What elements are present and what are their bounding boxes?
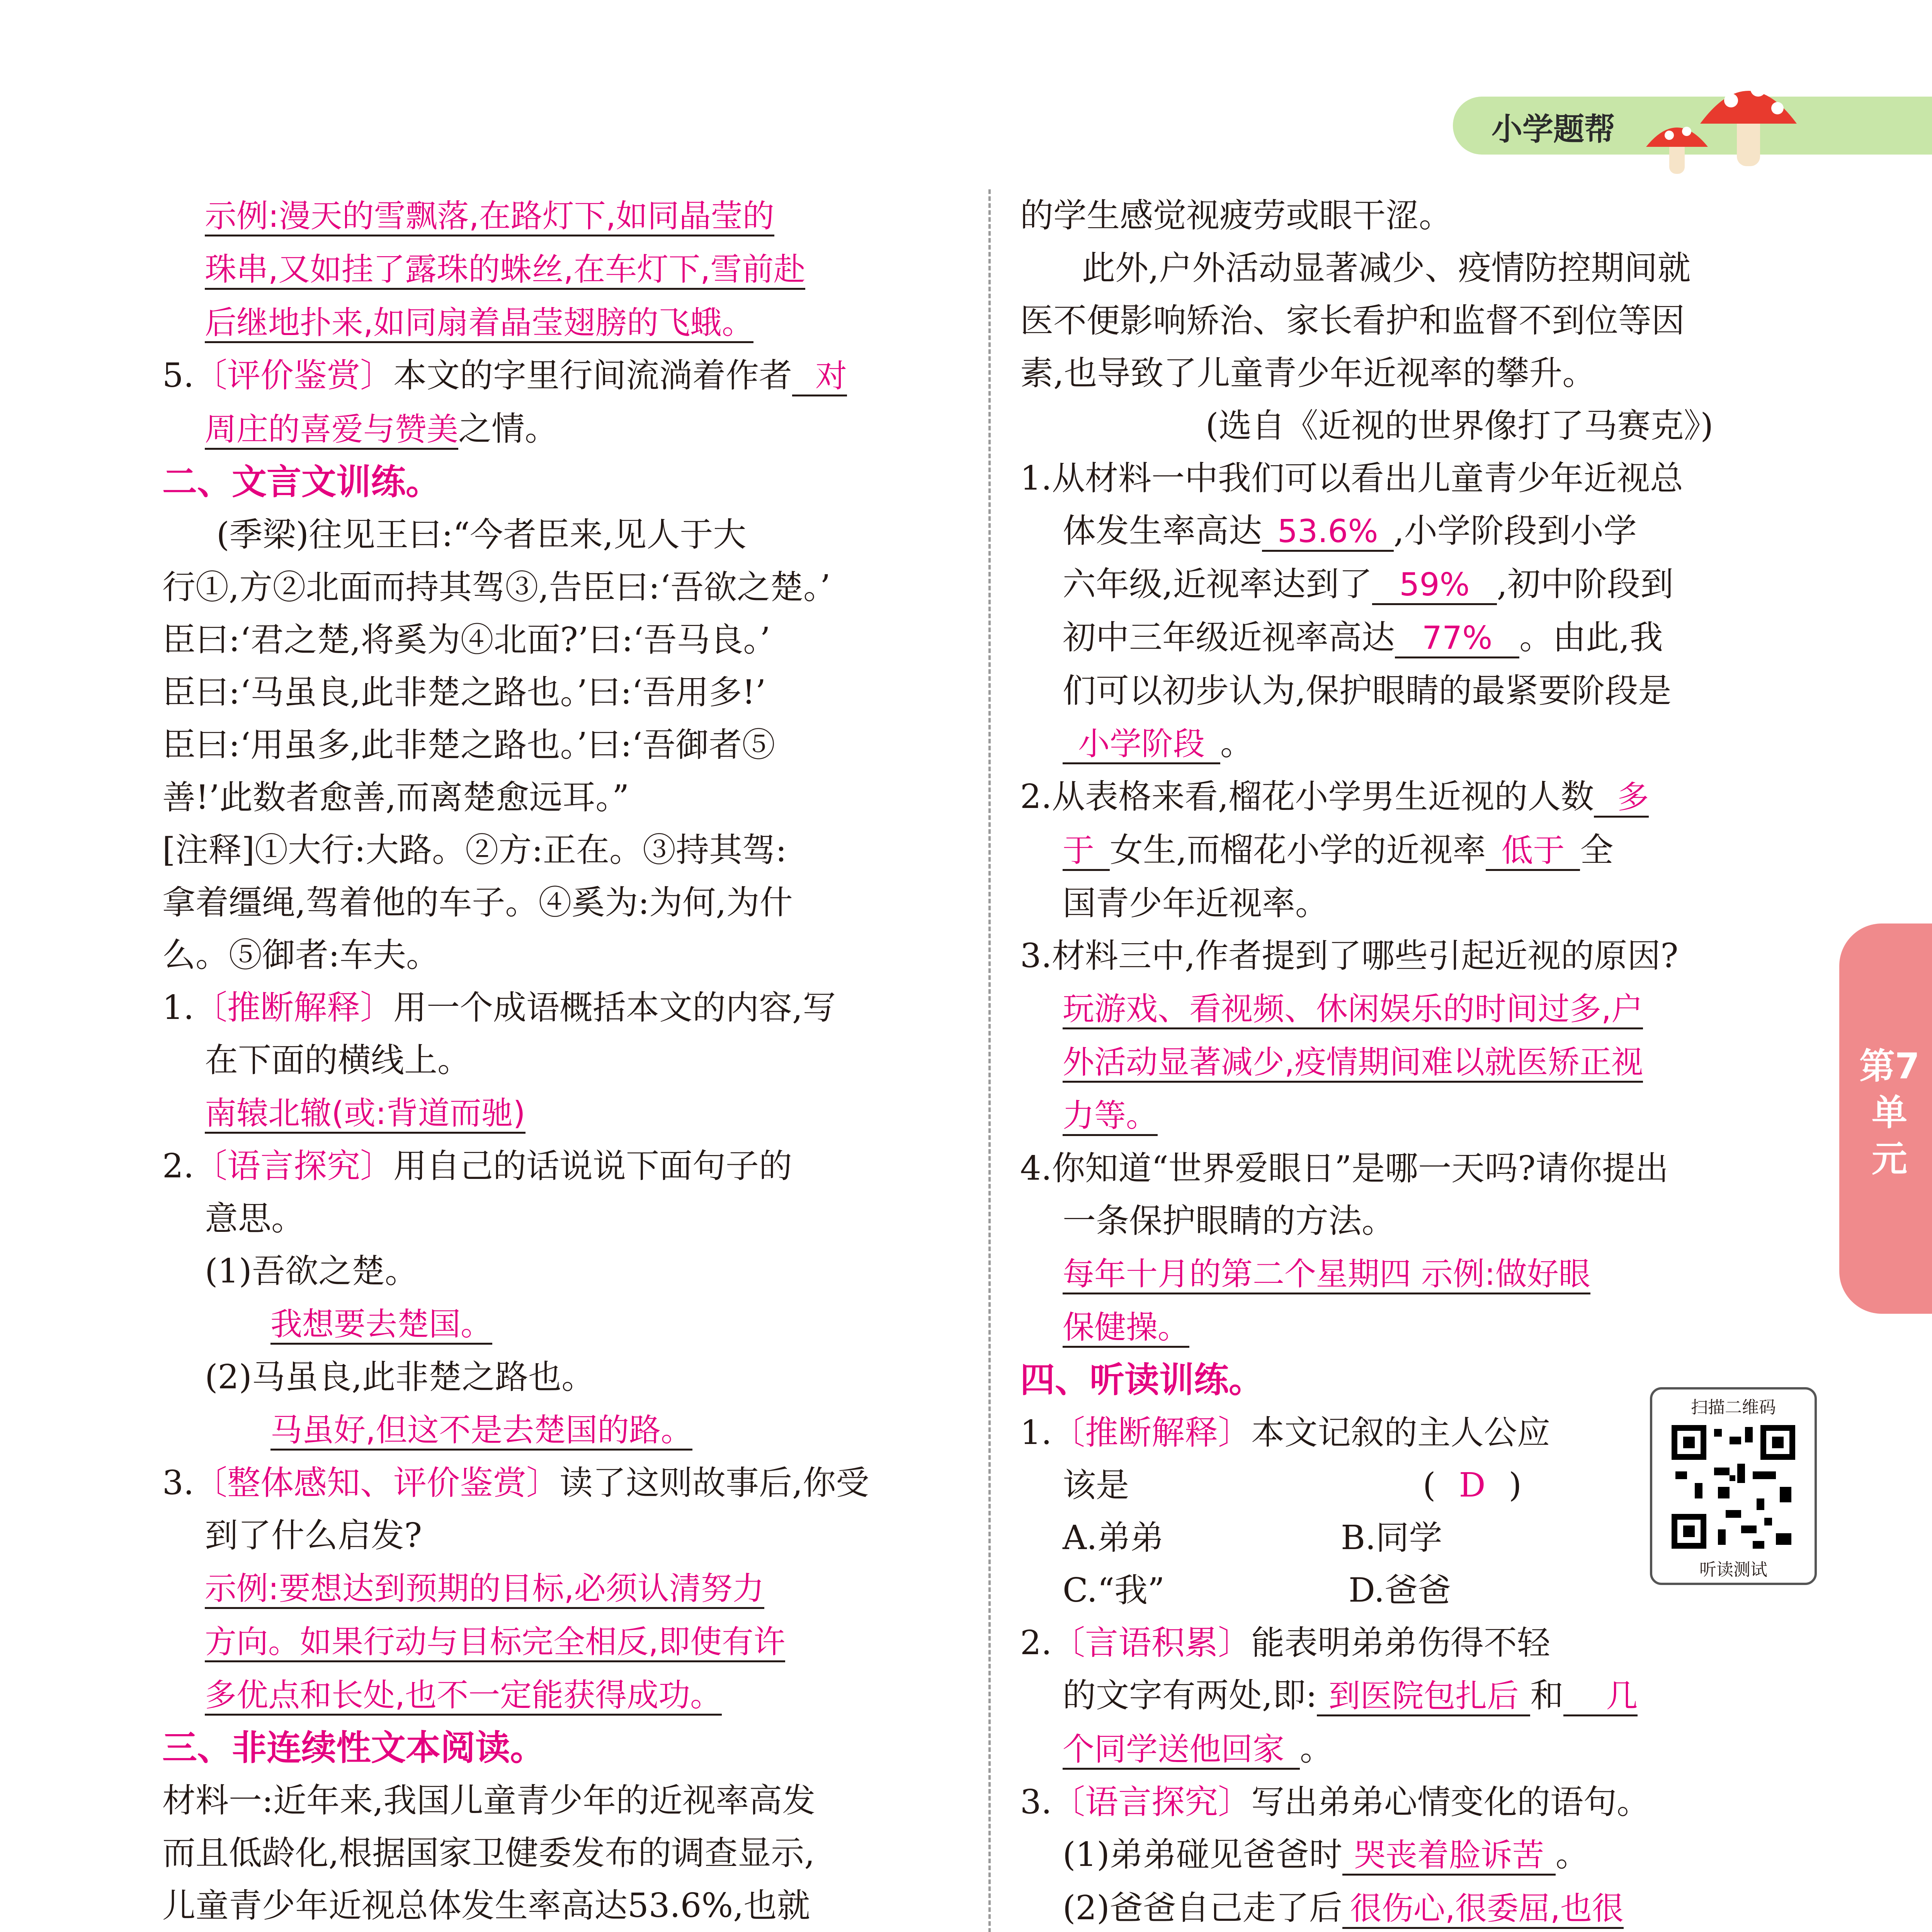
question-tag: 〔评价鉴赏〕 xyxy=(194,356,394,395)
mushroom-icon xyxy=(1642,58,1804,182)
material-text: 医不便影响矫治、家长看护和监督不到位等因 xyxy=(1020,301,1685,340)
listening-question-3: 3.〔语言探究〕写出弟弟心情变化的语句。 xyxy=(1020,1783,1650,1821)
section-title: 三、非连续性文本阅读。 xyxy=(162,1728,545,1768)
answer-line: 保健操。 xyxy=(1063,1309,1189,1348)
material-text: 材料一:近年来,我国儿童青少年的近视率高发 xyxy=(162,1781,816,1820)
option-b: B.同学 xyxy=(1341,1519,1442,1557)
section-title: 四、听读训练。 xyxy=(1020,1360,1264,1400)
listening-question-1: 1.〔推断解释〕本文记叙的主人公应 xyxy=(1020,1413,1551,1452)
answer-blank: 对 xyxy=(792,358,847,396)
qr-top-label: 扫描二维码 xyxy=(1691,1398,1776,1417)
answer-line: 力等。 xyxy=(1063,1097,1158,1136)
classic-text: 臣曰:‘马虽良,此非楚之路也。’曰:‘吾用多!’ xyxy=(162,673,766,712)
reading-question-3: 3.材料三中,作者提到了哪些引起近视的原因? xyxy=(1020,937,1679,975)
answer-line: 方向。如果行动与目标完全相反,即使有许 xyxy=(205,1624,785,1662)
classic-text: 臣曰:‘君之楚,将奚为④北面?’曰:‘吾马良。’ xyxy=(162,621,770,659)
question-text: 国青少年近视率。 xyxy=(1063,884,1328,923)
question-text: 一条保护眼睛的方法。 xyxy=(1063,1202,1395,1240)
reading-question-2: 2.从表格来看,榴花小学男生近视的人数 多 xyxy=(1020,770,1824,824)
answer-blank: 到医院包扎后 xyxy=(1317,1678,1530,1716)
answer-line: 多优点和长处,也不一定能获得成功。 xyxy=(205,1677,722,1716)
qr-code-box[interactable] xyxy=(1650,1387,1817,1585)
answer-line: 玩游戏、看视频、休闲娱乐的时间过多,户 xyxy=(1063,991,1643,1029)
header-title: 小学题帮 xyxy=(1492,111,1615,147)
answer-blank: 小学阶段 xyxy=(1063,726,1220,764)
left-column: 示例:漫天的雪飘落,在路灯下,如同晶莹的 珠串,又如挂了露珠的蛛丝,在车灯下,雪前赴 后继地扑来,如同扇着晶莹翅膀的飞蛾。 5.〔评价鉴赏〕本文的字里行间流淌着作者 对 周庄的喜爱与赞美之情。 二、文言文训练。 (季梁)往见王曰:“今者臣来,见人于大 行①,方②北面而持其驾③,告臣曰:‘吾欲之楚。’ 臣曰:‘君之楚,将奚为④北面?’曰:‘吾马良。’ 臣曰:‘马虽良,此非楚之路也。’曰:‘吾用多!’ 臣曰:‘用虽多,此非楚之路也。’曰:‘吾御者⑤ 善!’此数者愈善,而离楚愈远耳。” [注释]①大行:大路。②方:正在。③持其驾: 拿着缰绳,驾着他的车子。④奚为:为何,为什 么。⑤御者:车夫。 1.〔推断解释〕用一个成语概括本文的内容,写 在下面的横线上。 南辕北辙(或:背道而驰) 2.〔语言探究〕用自己的话说说下面句子的 意思。 (1)吾欲之楚。 我想要去楚国。 (2)马虽良,此非楚之路也。 马虽好,但这不是去楚国的路。 3.〔整体感知、评价鉴赏〕读了这则故事后,你受 到了什么启发? 示例:要想达到预期的目标,必须认清努力 方向。如果行动与目标完全相反,即使有许 多优点和长处,也不一定能获得成功。 三、非连续性文本阅读。 材料一:近年来,我国儿童青少年的近视率高发 而且低龄化,根据国家卫健委发布的调查显示, 儿童青少年近视总体发生率高达53.6%,也就 xyxy=(162,189,966,1932)
answer-blank: 很伤心,很委屈,也很 xyxy=(1342,1890,1624,1929)
unit-label: 第7单元 xyxy=(1859,1046,1920,1180)
material-text: 此外,户外活动显著减少、疫情防控期间就 xyxy=(1082,249,1691,287)
answer-blank: 低于 xyxy=(1486,832,1580,871)
material-text: 而且低龄化,根据国家卫健委发布的调查显示, xyxy=(162,1834,815,1872)
reading-question-4: 4.你知道“世界爱眼日”是哪一天吗?请你提出 xyxy=(1020,1149,1669,1188)
answer-line: 我想要去楚国。 xyxy=(270,1306,492,1345)
answer-line: 每年十月的第二个星期四 示例:做好眼 xyxy=(1063,1256,1590,1294)
answer-line: 珠串,又如挂了露珠的蛛丝,在车灯下,雪前赴 xyxy=(205,251,805,290)
note-text: [注释]①大行:大路。②方:正在。③持其驾: xyxy=(162,831,787,869)
material-text: 儿童青少年近视总体发生率高达53.6%,也就 xyxy=(162,1886,810,1925)
qr-bottom-label: 听读测试 xyxy=(1699,1560,1767,1580)
sub-question: (1)吾欲之楚。 xyxy=(205,1252,418,1291)
material-text: 素,也导致了儿童青少年近视率的攀升。 xyxy=(1020,354,1596,393)
answer-blank: 哭丧着脸诉苦 xyxy=(1342,1837,1556,1876)
question-text: 在下面的横线上。 xyxy=(205,1041,471,1080)
answer-blank: 59% xyxy=(1372,566,1497,605)
reading-question-1: 1.从材料一中我们可以看出儿童青少年近视总 xyxy=(1020,459,1684,498)
note-text: 么。⑤御者:车夫。 xyxy=(162,936,439,975)
note-text: 拿着缰绳,驾着他的车子。④奚为:为何,为什 xyxy=(162,883,793,922)
question-text: 意思。 xyxy=(205,1199,304,1238)
column-divider xyxy=(988,189,991,1932)
answer-blank: 77% xyxy=(1395,620,1519,658)
question-text: 们可以初步认为,保护眼睛的最紧要阶段是 xyxy=(1063,672,1672,710)
question-5: 5.〔评价鉴赏〕本文的字里行间流淌着作者 对 xyxy=(162,349,966,403)
answer-blank: 多 xyxy=(1594,779,1649,818)
answer-line: 后继地扑来,如同扇着晶莹翅膀的飞蛾。 xyxy=(205,304,753,343)
answer-blank: 于 xyxy=(1063,832,1110,871)
classic-question-2: 2.〔语言探究〕用自己的话说说下面句子的 xyxy=(162,1147,793,1185)
answer-line: 南辕北辙(或:背道而驰) xyxy=(205,1095,526,1134)
qr-code-icon xyxy=(1668,1421,1799,1553)
answer-line: 示例:漫天的雪飘落,在路灯下,如同晶莹的 xyxy=(205,198,774,236)
option-d: D.爸爸 xyxy=(1349,1571,1451,1610)
option-a: A.弟弟 xyxy=(1063,1519,1164,1557)
classic-text: 行①,方②北面而持其驾③,告臣曰:‘吾欲之楚。’ xyxy=(162,568,831,607)
answer-line: 马虽好,但这不是去楚国的路。 xyxy=(270,1412,692,1451)
classic-text: (季梁)往见王曰:“今者臣来,见人于大 xyxy=(216,515,747,554)
question-text: 到了什么启发? xyxy=(205,1516,422,1555)
right-column: 的学生感觉视疲劳或眼干涩。 此外,户外活动显著减少、疫情防控期间就 医不便影响矫治、家长看护和监督不到位等因 素,也导致了儿童青少年近视率的攀升。 (选自《近视的世界像打了马赛克》) 1.从材料一中我们可以看出儿童青少年近视总 体发生率高达 53.6% ,小学阶段到小学 六年级,近视率达到了 59% ,初中阶段到 初中三年级近视率高达 77% 。由此,我 们可以初步认为,保护眼睛的最紧要阶段是 小学阶段 。 2.从表格来看,榴花小学男生近视的人数 多 于 女生,而榴花小学的近视率 低于 全 国青少年近视率。 3.材料三中,作者提到了哪些引起近视的原因? 玩游戏、看视频、休闲娱乐的时间过多,户 外活动显著减少,疫情期间难以就医矫正视 力等。 4.你知道“世界爱眼日”是哪一天吗?请你提出 一条保护眼睛的方法。 每年十月的第二个星期四 示例:做好眼 保健操。 四、听读训练。 1.〔推断解释〕本文记叙的主人公应 该是 ( D ) A.弟弟 B.同学 C.“我” D.爸爸 2.〔言语积累〕能表明弟弟伤得不轻 的文字有两处,即: 到医院包扎后 和 几 个同学送他回家 。 3.〔语言探究〕写出弟弟心情变化的语句。 (1)弟弟碰见爸爸时 哭丧着脸诉苦 。 (2)爸爸自己走了后 很伤心,很委屈,也很 xyxy=(1020,189,1824,1932)
answer-blank: 几 xyxy=(1563,1678,1638,1716)
answer-line: 示例:要想达到预期的目标,必须认清努力 xyxy=(205,1570,764,1609)
answer-choice: D xyxy=(1459,1466,1486,1505)
material-text: 的学生感觉视疲劳或眼干涩。 xyxy=(1020,196,1452,235)
sub-question: (2)马虽良,此非楚之路也。 xyxy=(205,1358,595,1396)
classic-text: 臣曰:‘用虽多,此非楚之路也。’曰:‘吾御者⑤ xyxy=(162,726,776,764)
option-c: C.“我” xyxy=(1063,1571,1165,1610)
classic-question-3: 3.〔整体感知、评价鉴赏〕读了这则故事后,你受 xyxy=(162,1464,869,1502)
answer-blank: 周庄的喜爱与赞美 xyxy=(205,411,458,450)
classic-text: 善!’此数者愈善,而离楚愈远耳。” xyxy=(162,778,629,817)
classic-question-1: 1.〔推断解释〕用一个成语概括本文的内容,写 xyxy=(162,988,836,1027)
section-title: 二、文言文训练。 xyxy=(162,462,440,502)
listening-question-2: 2.〔言语积累〕能表明弟弟伤得不轻 xyxy=(1020,1624,1551,1662)
answer-blank: 个同学送他回家 xyxy=(1063,1731,1300,1770)
source-citation: (选自《近视的世界像打了马赛克》) xyxy=(1206,406,1714,445)
answer-line: 外活动显著减少,疫情期间难以就医矫正视 xyxy=(1063,1044,1643,1083)
answer-blank: 53.6% xyxy=(1262,513,1394,552)
